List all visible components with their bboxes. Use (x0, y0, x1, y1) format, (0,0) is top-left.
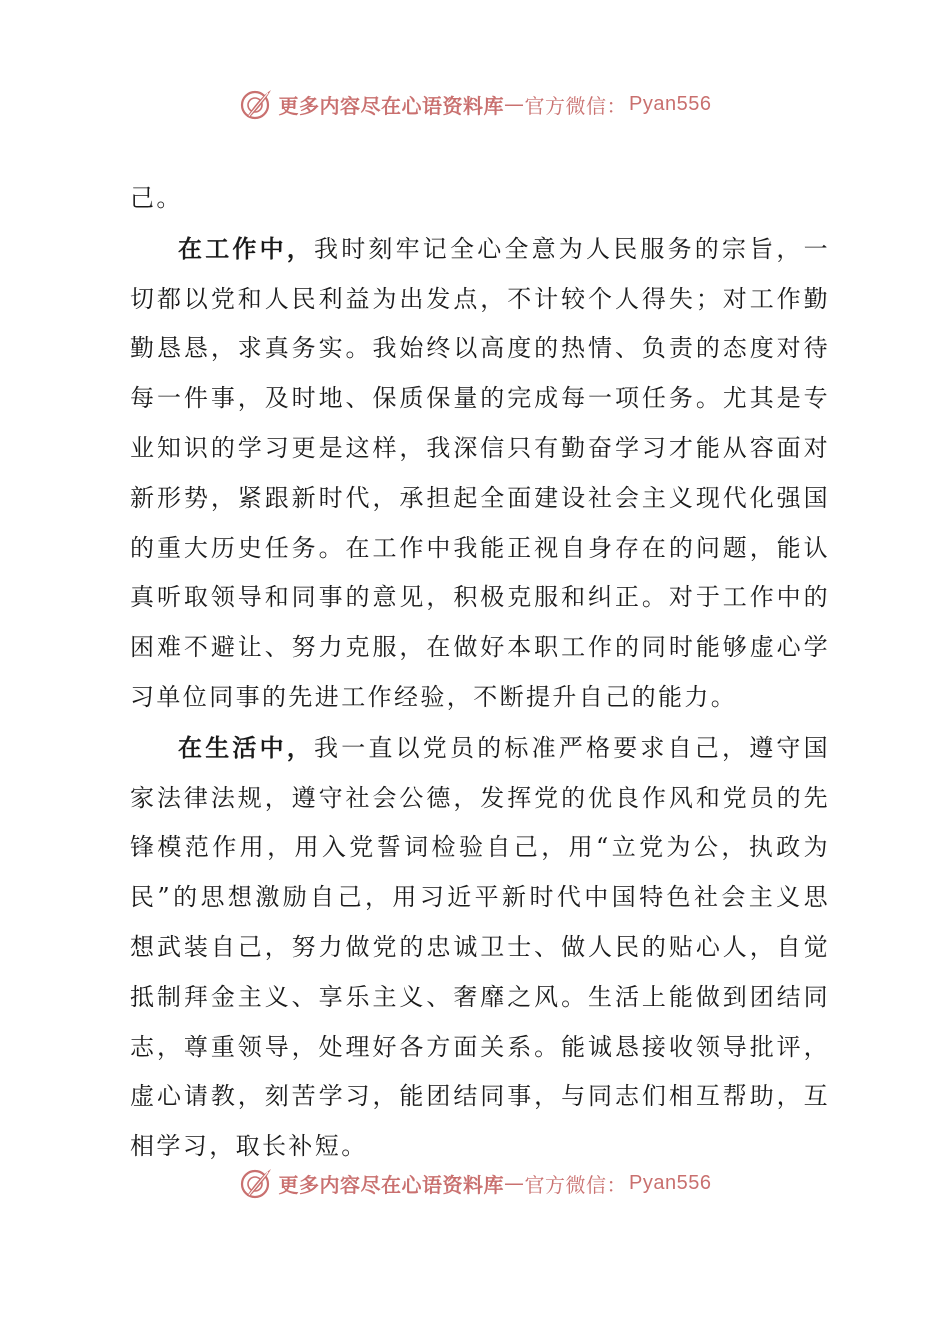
watermark-brand: 更多内容尽在心语资料库 (278, 1172, 505, 1197)
quill-logo-icon (239, 1166, 273, 1200)
footer-watermark (0, 1163, 950, 1203)
header-watermark (0, 84, 950, 124)
watermark-separator: — (504, 92, 525, 116)
watermark-wechat-label: 官方微信： (524, 93, 628, 118)
watermark-wechat-label: 官方微信： (524, 1172, 628, 1197)
work-lead: 在工作中， (178, 233, 314, 263)
life-lead: 在生活中， (178, 732, 314, 762)
watermark-wechat-id: Pyan556 (629, 92, 712, 115)
quill-logo-icon (239, 87, 273, 121)
watermark-wechat-id: Pyan556 (629, 1171, 712, 1194)
paragraph-fragment: 己。 (130, 184, 183, 212)
watermark-separator: — (504, 1171, 525, 1195)
work-text: 我时刻牢记全心全意为人民服务的宗旨，一切都以党和人民利益为出发点，不计较个人得失；对工作勤勤恳恳，求真务实。我始终以高度的热情、负责的态度对待每一件事，及时地、保质保量的完成每一项任务。尤其是专业知识的学习更是这样，我深信只有勤奋学习才能从容面对新形势，紧跟新时代，承担起全面建设社会主义现代化强国的重大历史任务。在工作中我能正视自身存在的问题，能认真听取领导和同事的意见，积极克服和纠正。对于工作中的困难不避让、努力克服，在做好本职工作的同时能够虚心学习单位同事的先进工作经验，不断提升自己的能力。 (130, 234, 830, 711)
paragraph-life (130, 723, 830, 1172)
document-body (130, 174, 830, 1172)
life-text: 我一直以党员的标准严格要求自己，遵守国家法律法规，遵守社会公德，发挥党的优良作风和党员的先锋模范作用，用入党誓词检验自己，用“立党为公，执政为民”的思想激励自己，用习近平新时代中国特色社会主义思想武装自己，努力做党的忠诚卫士、做人民的贴心人，自觉抵制拜金主义、享乐主义、奢靡之风。生活上能做到团结同志，尊重领导，处理好各方面关系。能诚恳接收领导批评，虚心请教，刻苦学习，能团结同事，与同志们相互帮助，互相学习，取长补短。 (130, 733, 830, 1161)
watermark-brand: 更多内容尽在心语资料库 (278, 93, 505, 118)
paragraph-work (130, 224, 830, 723)
